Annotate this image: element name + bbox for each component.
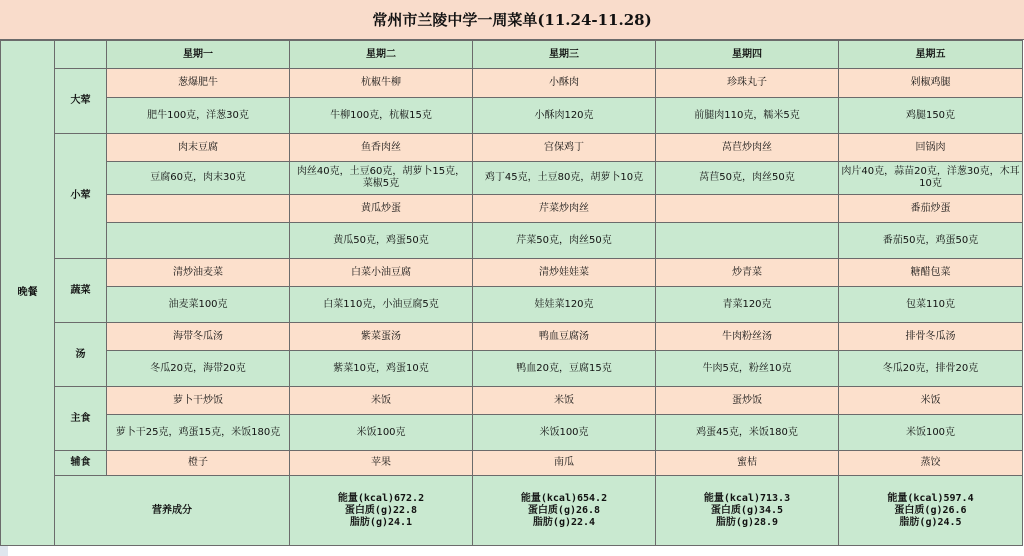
dish-ingredients: 牛肉5克，粉丝10克 — [656, 351, 839, 387]
dish-ingredients: 冬瓜20克，排骨20克 — [839, 351, 1023, 387]
energy-value: 能量(kcal)672.2 — [337, 492, 425, 504]
fat-value: 脂肪(g)28.9 — [715, 516, 779, 528]
dish-ingredients: 油麦菜100克 — [107, 287, 290, 323]
dish-name — [656, 195, 839, 223]
dish-ingredients: 包菜110克 — [839, 287, 1023, 323]
weekly-menu-table — [0, 40, 1023, 546]
day-header: 星期二 — [290, 41, 473, 69]
dish-name: 橙子 — [107, 451, 290, 476]
side-dish-2-name-row — [1, 195, 1023, 223]
dish-ingredients: 青菜120克 — [656, 287, 839, 323]
main-dish-ingredient-row — [1, 98, 1023, 134]
soup-ingredient-row — [1, 351, 1023, 387]
dish-name: 米饭 — [839, 387, 1023, 415]
dish-name: 蒸饺 — [839, 451, 1023, 476]
nutrition-cell — [290, 476, 473, 546]
category-vegetable: 蔬菜 — [55, 259, 107, 323]
extra-row — [1, 451, 1023, 476]
dish-name: 炒青菜 — [656, 259, 839, 287]
dish-ingredients: 米饭100克 — [839, 415, 1023, 451]
dish-ingredients: 豆腐60克，肉末30克 — [107, 162, 290, 195]
dish-name: 番茄炒蛋 — [839, 195, 1023, 223]
nutrition-row — [1, 476, 1023, 546]
dish-ingredients: 鸡丁45克，土豆80克，胡萝卜10克 — [473, 162, 656, 195]
dish-ingredients: 鸭血20克，豆腐15克 — [473, 351, 656, 387]
dish-ingredients: 紫菜10克，鸡蛋10克 — [290, 351, 473, 387]
dish-ingredients: 米饭100克 — [290, 415, 473, 451]
dish-name: 糖醋包菜 — [839, 259, 1023, 287]
soup-name-row — [1, 323, 1023, 351]
energy-value: 能量(kcal)713.3 — [703, 492, 791, 504]
dish-ingredients — [656, 223, 839, 259]
dish-name: 小酥肉 — [473, 69, 656, 98]
meal-label: 晚餐 — [1, 41, 55, 546]
side-dish-ingredient-row — [1, 162, 1023, 195]
dish-name: 紫菜蛋汤 — [290, 323, 473, 351]
dish-name: 蛋炒饭 — [656, 387, 839, 415]
dish-name: 蜜桔 — [656, 451, 839, 476]
nutrition-cell — [839, 476, 1023, 546]
dish-name: 白菜小油豆腐 — [290, 259, 473, 287]
category-side-dish: 小荤 — [55, 134, 107, 259]
energy-value: 能量(kcal)654.2 — [520, 492, 608, 504]
dish-name: 宫保鸡丁 — [473, 134, 656, 162]
dish-ingredients: 前腿肉110克，糯米5克 — [656, 98, 839, 134]
dish-name: 黄瓜炒蛋 — [290, 195, 473, 223]
fat-value: 脂肪(g)24.5 — [899, 516, 962, 528]
vegetable-name-row — [1, 259, 1023, 287]
dish-name: 肉末豆腐 — [107, 134, 290, 162]
side-dish-name-row — [1, 134, 1023, 162]
dish-name: 回锅肉 — [839, 134, 1023, 162]
vegetable-ingredient-row — [1, 287, 1023, 323]
staple-ingredient-row — [1, 415, 1023, 451]
category-main-dish: 大荤 — [55, 69, 107, 134]
protein-value: 蛋白质(g)34.5 — [710, 504, 784, 516]
category-extra: 辅食 — [55, 451, 107, 476]
nutrition-label: 营养成分 — [55, 476, 290, 546]
dish-ingredients: 肥牛100克，洋葱30克 — [107, 98, 290, 134]
protein-value: 蛋白质(g)22.8 — [344, 504, 418, 516]
dish-ingredients: 冬瓜20克，海带20克 — [107, 351, 290, 387]
dish-ingredients: 萝卜干25克，鸡蛋15克，米饭180克 — [107, 415, 290, 451]
dish-name: 杭椒牛柳 — [290, 69, 473, 98]
dish-ingredients: 鸡腿150克 — [839, 98, 1023, 134]
dish-name: 清炒娃娃菜 — [473, 259, 656, 287]
header-corner — [55, 41, 107, 69]
dish-name: 米饭 — [290, 387, 473, 415]
day-header-row — [1, 41, 1023, 69]
dish-ingredients: 黄瓜50克，鸡蛋50克 — [290, 223, 473, 259]
staple-name-row — [1, 387, 1023, 415]
dish-name: 苹果 — [290, 451, 473, 476]
category-soup: 汤 — [55, 323, 107, 387]
dish-name: 海带冬瓜汤 — [107, 323, 290, 351]
dish-ingredients: 莴苣50克，肉丝50克 — [656, 162, 839, 195]
nutrition-cell — [656, 476, 839, 546]
dish-ingredients: 米饭100克 — [473, 415, 656, 451]
menu-title: 常州市兰陵中学一周菜单(11.24-11.28) — [0, 0, 1024, 40]
dish-ingredients: 肉片40克，蒜苗20克，洋葱30克，木耳10克 — [839, 162, 1023, 195]
dish-name: 剁椒鸡腿 — [839, 69, 1023, 98]
dish-ingredients: 小酥肉120克 — [473, 98, 656, 134]
dish-ingredients: 鸡蛋45克，米饭180克 — [656, 415, 839, 451]
fat-value: 脂肪(g)24.1 — [349, 516, 413, 528]
dish-name: 米饭 — [473, 387, 656, 415]
dish-ingredients: 番茄50克，鸡蛋50克 — [839, 223, 1023, 259]
dish-name: 莴苣炒肉丝 — [656, 134, 839, 162]
fat-value: 脂肪(g)22.4 — [532, 516, 596, 528]
category-staple: 主食 — [55, 387, 107, 451]
side-dish-2-ingredient-row — [1, 223, 1023, 259]
protein-value: 蛋白质(g)26.8 — [527, 504, 601, 516]
dish-name: 排骨冬瓜汤 — [839, 323, 1023, 351]
dish-name: 鸭血豆腐汤 — [473, 323, 656, 351]
dish-ingredients: 白菜110克，小油豆腐5克 — [290, 287, 473, 323]
dish-name: 葱爆肥牛 — [107, 69, 290, 98]
protein-value: 蛋白质(g)26.6 — [894, 504, 967, 516]
day-header: 星期五 — [839, 41, 1023, 69]
dish-name — [107, 195, 290, 223]
dish-ingredients: 肉丝40克，土豆60克，胡萝卜15克，菜椒5克 — [290, 162, 473, 195]
dish-name: 南瓜 — [473, 451, 656, 476]
dish-name: 清炒油麦菜 — [107, 259, 290, 287]
dish-ingredients: 芹菜50克，肉丝50克 — [473, 223, 656, 259]
nutrition-cell — [473, 476, 656, 546]
dish-name: 芹菜炒肉丝 — [473, 195, 656, 223]
dish-name: 鱼香肉丝 — [290, 134, 473, 162]
dish-name: 萝卜干炒饭 — [107, 387, 290, 415]
dish-ingredients: 牛柳100克，杭椒15克 — [290, 98, 473, 134]
day-header: 星期三 — [473, 41, 656, 69]
main-dish-name-row — [1, 69, 1023, 98]
energy-value: 能量(kcal)597.4 — [887, 492, 974, 504]
dish-ingredients — [107, 223, 290, 259]
dish-ingredients: 娃娃菜120克 — [473, 287, 656, 323]
dish-name: 珍珠丸子 — [656, 69, 839, 98]
day-header: 星期四 — [656, 41, 839, 69]
dish-name: 牛肉粉丝汤 — [656, 323, 839, 351]
day-header: 星期一 — [107, 41, 290, 69]
